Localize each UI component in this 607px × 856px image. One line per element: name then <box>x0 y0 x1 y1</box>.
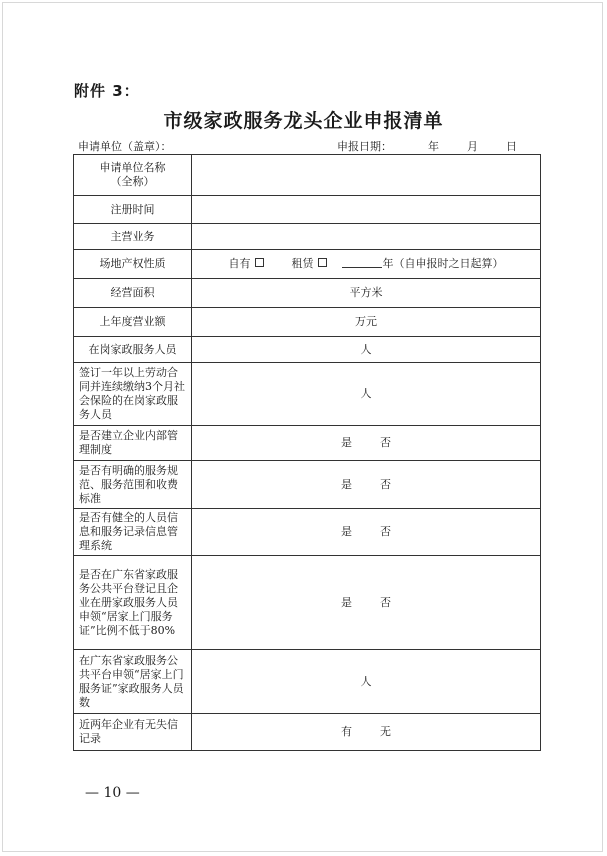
yes-option[interactable]: 是 <box>341 436 352 449</box>
attachment-label: 附件 3： <box>74 82 140 100</box>
yes-option[interactable]: 是 <box>341 595 352 609</box>
no-option[interactable]: 否 <box>380 436 391 449</box>
insured-staff-field[interactable]: 人 <box>192 363 541 426</box>
row-label: 在广东省家政服务公共平台申领“居家上门服务证”家政服务人员数 <box>74 650 192 714</box>
row-label <box>74 155 192 196</box>
table-row <box>74 196 541 224</box>
yes-no-field <box>192 714 541 751</box>
table-row <box>74 250 541 279</box>
main-business-field[interactable] <box>192 224 541 250</box>
revenue-field[interactable]: 万元 <box>192 308 541 337</box>
row-label: 场地产权性质 <box>74 250 192 279</box>
table-row <box>74 714 541 751</box>
row-label: 经营面积 <box>74 279 192 308</box>
table-row <box>74 509 541 556</box>
table-row <box>74 363 541 426</box>
company-name-field[interactable] <box>192 155 541 196</box>
row-label: 签订一年以上劳动合同并连续缴纳3个月社会保险的在岗家政服务人员 <box>74 363 192 426</box>
row-label: 是否在广东省家政服务公共平台登记且企业在册家政服务人员申领“居家上门服务证”比例不低于80% <box>74 556 192 650</box>
certified-staff-field[interactable]: 人 <box>192 650 541 714</box>
registration-date-field[interactable] <box>192 196 541 224</box>
no-option[interactable]: 无 <box>380 725 391 738</box>
date-label: 申报日期： <box>337 140 392 153</box>
area-field[interactable]: 平方米 <box>192 279 541 308</box>
yes-option[interactable]: 是 <box>341 525 352 538</box>
date-line <box>337 138 517 154</box>
yes-no-field <box>192 556 541 650</box>
yes-option[interactable]: 是 <box>341 477 352 491</box>
rent-option-label: 租赁 <box>291 257 314 270</box>
table-row <box>74 650 541 714</box>
table-row <box>74 224 541 250</box>
row-label-line: 申请单位名称 <box>99 161 166 174</box>
rent-checkbox[interactable] <box>318 258 327 267</box>
table-row <box>74 279 541 308</box>
row-label: 是否有明确的服务规范、服务范围和收费标准 <box>74 461 192 509</box>
rent-years-label: 年（自申报时之日起算） <box>382 257 504 270</box>
application-form-table <box>73 154 541 751</box>
yes-option[interactable]: 有 <box>341 725 352 738</box>
table-row <box>74 426 541 461</box>
yes-no-field <box>192 426 541 461</box>
own-checkbox[interactable] <box>255 258 264 267</box>
page-number: — 10 — <box>85 785 140 801</box>
no-option[interactable]: 否 <box>380 477 391 491</box>
row-label: 近两年企业有无失信记录 <box>74 714 192 751</box>
own-option-label: 自有 <box>228 257 251 270</box>
date-day: 日 <box>506 140 517 153</box>
row-label: 主营业务 <box>74 224 192 250</box>
staff-count-field[interactable]: 人 <box>192 337 541 363</box>
row-label: 是否有健全的人员信息和服务记录信息管理系统 <box>74 509 192 556</box>
table-row <box>74 461 541 509</box>
row-label: 在岗家政服务人员 <box>74 337 192 363</box>
row-label-line: （全称） <box>110 175 155 188</box>
row-label: 是否建立企业内部管理制度 <box>74 426 192 461</box>
table-row <box>74 556 541 650</box>
table-row <box>74 308 541 337</box>
page-title: 市级家政服务龙头企业申报清单 <box>163 110 444 132</box>
date-year: 年 <box>428 140 439 153</box>
date-month: 月 <box>467 140 478 153</box>
applicant-label: 申请单位（盖章）： <box>78 140 172 153</box>
property-type-field <box>192 250 541 279</box>
yes-no-field <box>192 461 541 509</box>
no-option[interactable]: 否 <box>380 525 391 538</box>
yes-no-field <box>192 509 541 556</box>
row-label: 注册时间 <box>74 196 192 224</box>
table-row <box>74 337 541 363</box>
row-label: 上年度营业额 <box>74 308 192 337</box>
rent-years-blank[interactable] <box>342 257 382 268</box>
no-option[interactable]: 否 <box>380 595 391 609</box>
table-row <box>74 155 541 196</box>
